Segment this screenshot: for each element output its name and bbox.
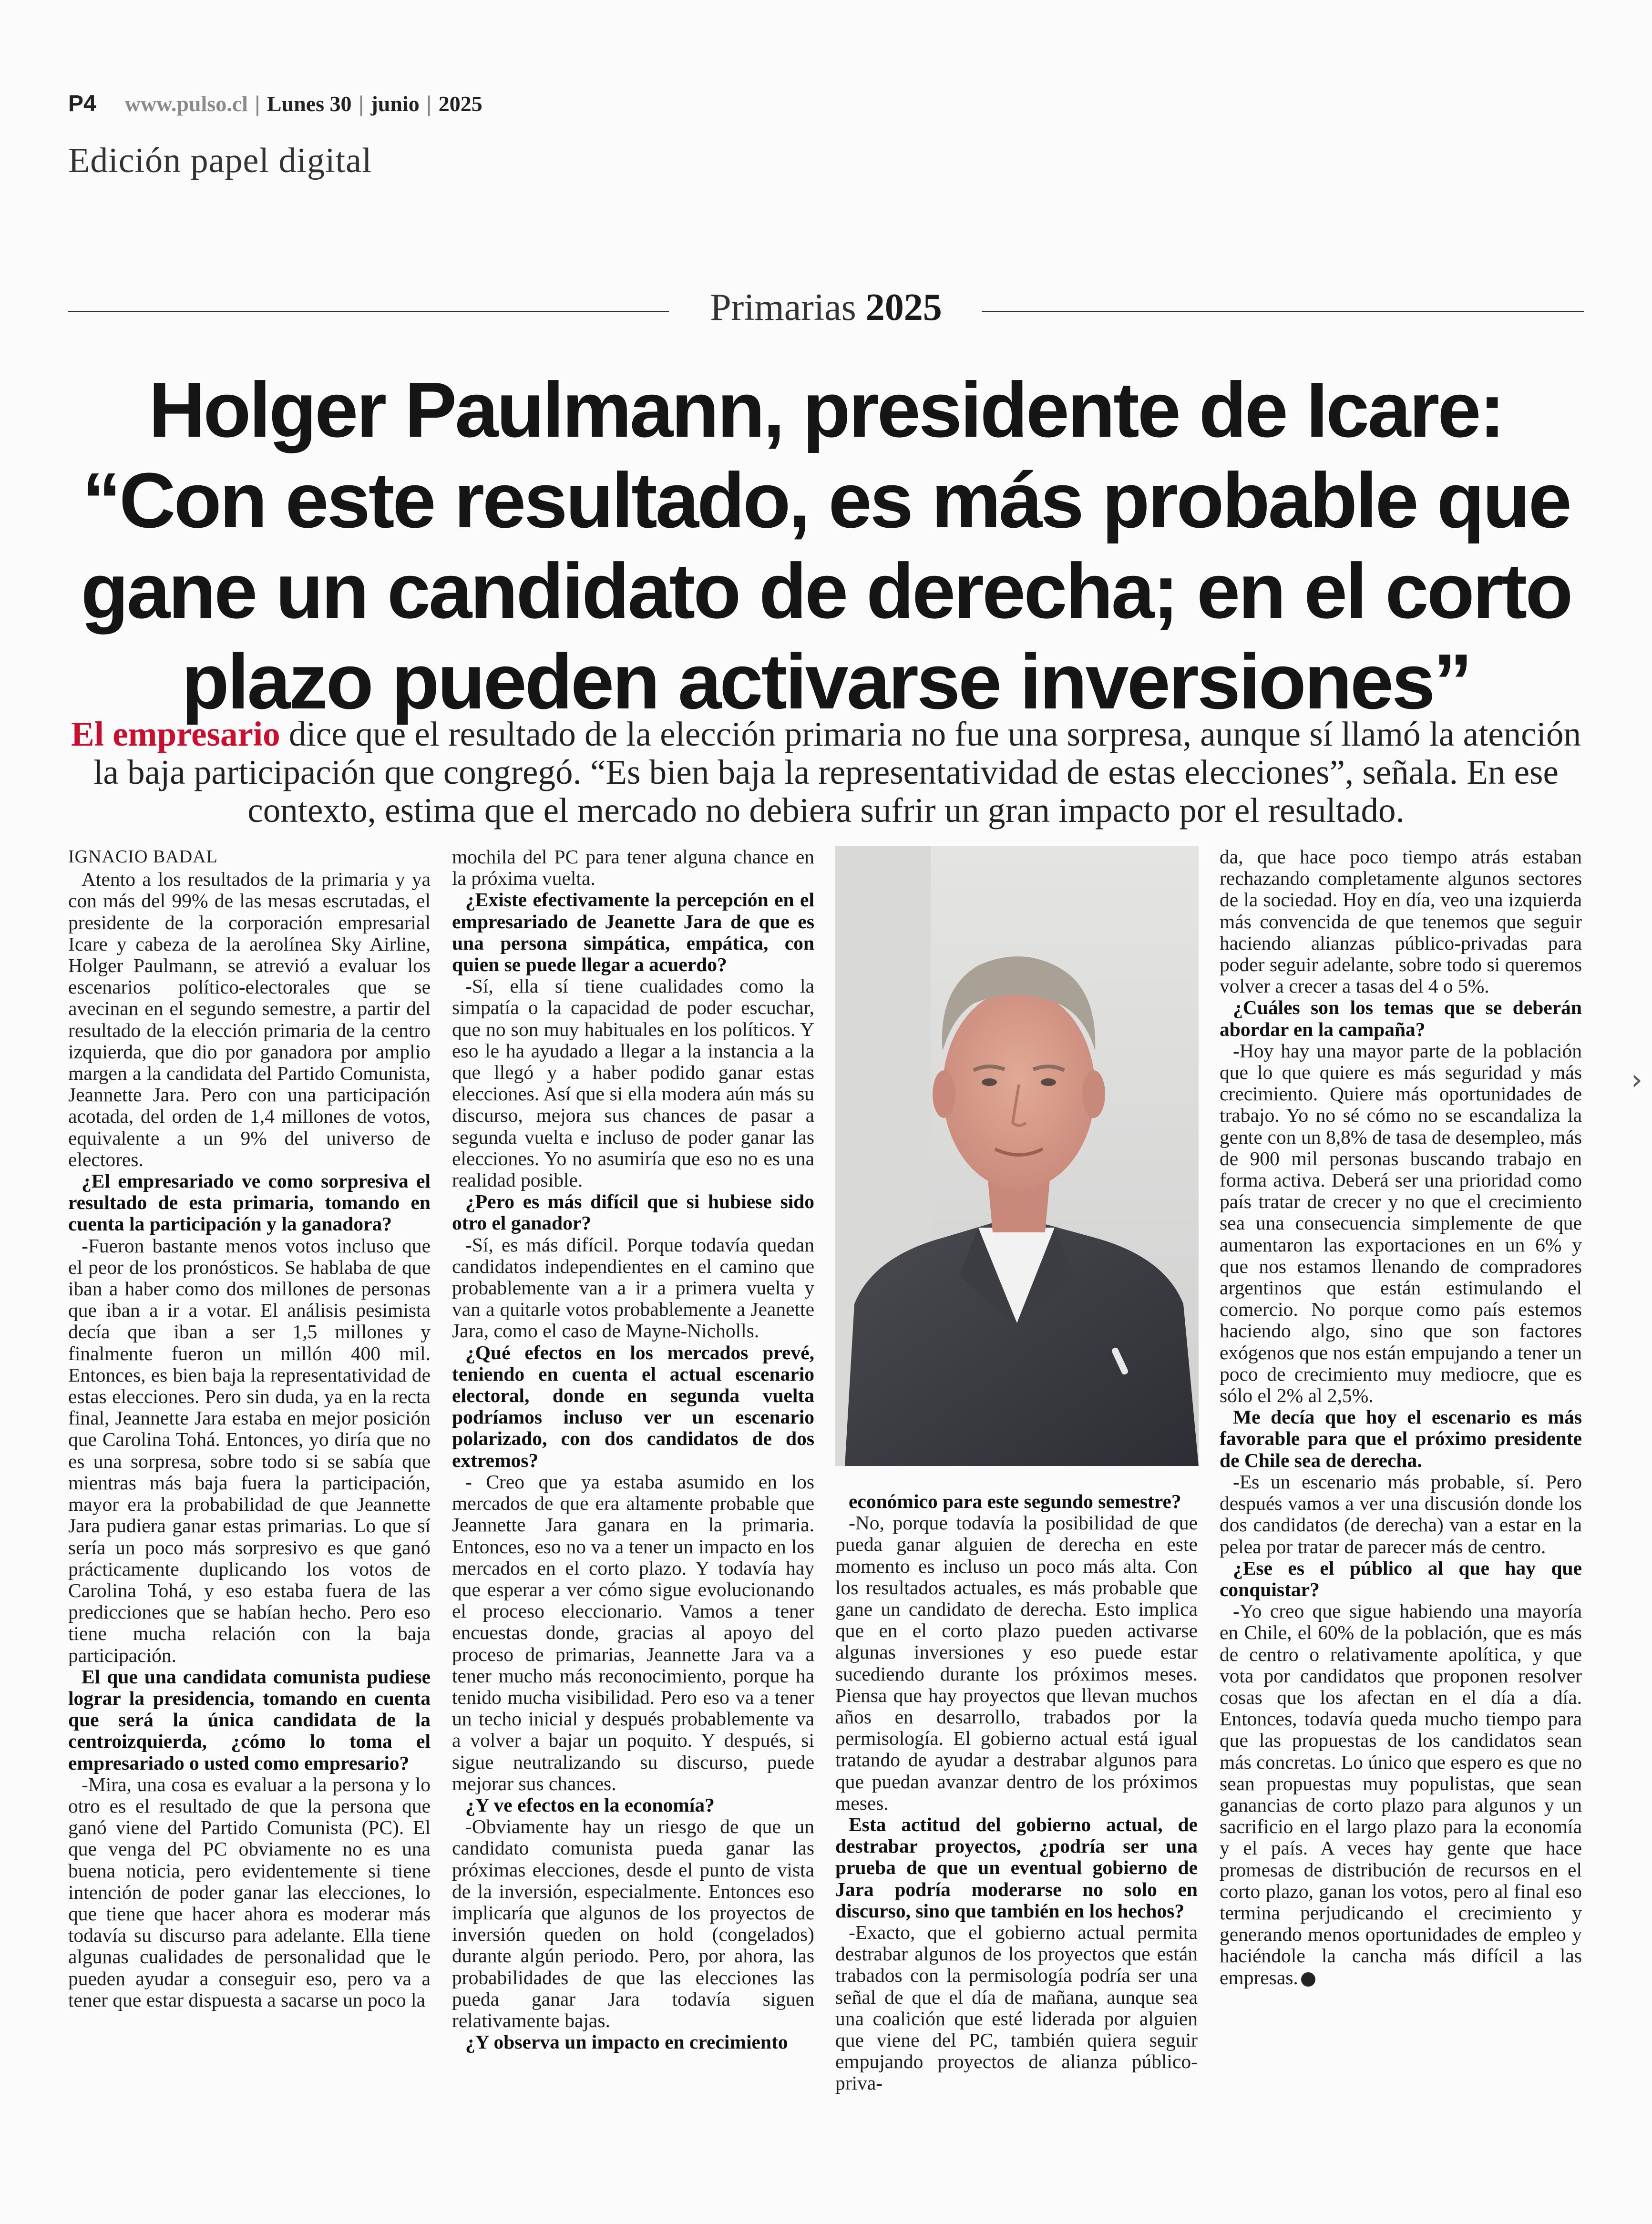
site-url[interactable]: www.pulso.cl <box>124 92 248 116</box>
article-column-2 <box>452 846 814 2053</box>
deck-text: dice que el resultado de la elección primaria no fue una sorpresa, aunque sí llamó la atención la baja participación que congregó. “Es bien baja la representatividad de estas elecciones”, señala. En ese contexto, estima que el mercado no debiera sufrir un gran impacto por el resultado. <box>93 715 1581 830</box>
section-name: Primarias <box>710 287 856 328</box>
interview-paragraph: -Es un escenario más probable, sí. Pero después vamos a ver una discusión donde los dos candidatos (de derecha) van a estar en la pelea por tratar de parecer más de centro. <box>1220 1470 1582 1558</box>
end-mark-icon <box>1301 1972 1315 1987</box>
page-number: P4 <box>68 91 96 116</box>
section-title <box>0 286 1652 329</box>
interview-question: ¿Y observa un impacto en crecimiento <box>465 2031 788 2053</box>
section-year: 2025 <box>865 287 942 328</box>
folio-day: Lunes 30 <box>267 92 352 116</box>
deck-kicker: El empresario <box>71 715 280 753</box>
folio-month: junio <box>370 92 420 116</box>
interview-question: Esta actitud del gobierno actual, de destrabar proyectos, ¿podría ser una prueba de que un eventual gobierno de Jara podría moderarse no solo en discurso, sino que también en los hechos? <box>835 1814 1198 1922</box>
interview-question: El que una candidata comunista pudiese lograr la presidencia, tomando en cuenta que será la única candidata de la centroizquierda, ¿cómo lo toma el empresariado o usted como empresario? <box>68 1665 431 1774</box>
portrait-illustration <box>835 846 1199 1466</box>
interview-paragraph: -No, porque todavía la posibilidad de que pueda ganar alguien de derecha en este momento es incluso un poco más alta. Con los resultados actuales, es más probable que gane un candidato de derecha. Esto implica que en el corto plazo pueden activarse algunas inversiones y eso puede estar sucediendo durante los próximos meses. Piensa que hay proyectos que llevan muchos años en desarrollo, trabados por la permisología. El gobierno actual está igual tratando de ayudar a destrabar algunos para que puedan avanzar dentro de los próximos meses. <box>835 1512 1198 1814</box>
separator: | <box>254 91 260 116</box>
interview-paragraph: -Obviamente hay un riesgo de que un candidato comunista pueda ganar las próximas elecciones, desde el punto de vista de la inversión, especialmente. Entonces eso implicaría que algunos de los proyectos de inversión queden on hold (congelados) durante algún periodo. Pero, por ahora, las probabilidades de que las elecciones las pueda ganar Jara todavía siguen relativamente bajas. <box>452 1815 814 2031</box>
deck <box>67 715 1585 830</box>
edition-label: Edición papel digital <box>68 141 372 180</box>
folio-year: 2025 <box>438 92 482 116</box>
folio <box>68 91 482 117</box>
interview-paragraph: - Creo que ya estaba asumido en los mercados de que era altamente probable que Jeannette Jara ganara en la primaria. Entonces, eso no va a tener un impacto en los mercados en el corto plazo. Y todavía hay que esperar a ver cómo sigue evolucionando el proceso eleccionario. Vamos a tener encuestas donde, gracias al apoyo del proceso de primarias, Jeannette Jara va a tener mucho más reconocimiento, porque ha tenido mucha visibilidad. Pero eso va a tener un techo inicial y después probablemente va a volver a bajar un poquito. Y después, si sigue neutralizando su discurso, puede mejorar sus chances. <box>452 1470 814 1794</box>
chevron-right-icon[interactable]: › <box>1631 1063 1642 1097</box>
interview-question: ¿Ese es el público al que hay que conquistar? <box>1220 1557 1582 1600</box>
separator: | <box>426 91 432 116</box>
byline: IGNACIO BADAL <box>68 847 218 867</box>
interview-question: ¿El empresariado ve como sorpresiva el resultado de esta primaria, tomando en cuenta la participación y la ganadora? <box>68 1170 431 1235</box>
article-column-1 <box>68 846 431 2011</box>
interview-paragraph: da, que hace poco tiempo atrás estaban rechazando completamente algunos sectores de la sociedad. Hoy en día, veo una izquierda más convencida de que tenemos que seguir haciendo alianzas público-privadas para poder seguir adelante, sobre todo si queremos volver a crecer a tasas del 4 o 5%. <box>1220 846 1582 997</box>
interview-paragraph: -Hoy hay una mayor parte de la población que lo que quiere es más seguridad y más crecimiento. Quiere más oportunidades de trabajo. Yo no sé cómo no se escandaliza la gente con un 8,8% de tasa de desempleo, más de 900 mil personas buscando trabajo en forma activa. Deberá ser una prioridad como país tratar de crecer y no que el crecimiento sea una consecuencia simplemente de que aumentaron las exportaciones en un 6% y que nos estamos llenando de compradores argentinos que están estimulando el comercio. No porque como país estemos haciendo algo, sino que son factores exógenos que nos están empujando a tener un poco de crecimiento muy mediocre, que es sólo el 2% al 2,5%. <box>1220 1039 1582 1407</box>
interview-question: ¿Pero es más difícil que si hubiese sido otro el ganador? <box>452 1190 814 1234</box>
interview-paragraph: -Sí, es más difícil. Porque todavía quedan candidatos independientes en el camino que probablemente van a ir a primera vuelta y van a quitarle votos probablemente a Jeanette Jara, como el caso de Mayne-Nicholls. <box>452 1233 814 1342</box>
headline: Holger Paulmann, presidente de Icare: “Con este resultado, es más probable que gane un candidato de derecha; en el corto plazo pueden activarse inversiones” <box>81 366 1571 725</box>
interview-question: ¿Cuáles son los temas que se deberán abordar en la campaña? <box>1220 996 1582 1040</box>
interview-question: económico para este segundo semestre? <box>849 1490 1181 1512</box>
interview-paragraph: Atento a los resultados de la primaria y ya con más del 99% de las mesas escrutadas, el presidente de la corporación empresarial Icare y cabeza de la aerolínea Sky Airline, Holger Paulmann, se atrevió a evaluar los escenarios político-electorales que se avecinan en el segundo semestre, a partir del resultado de la elección primaria de la centro izquierda, que dio por ganadora por amplio margen a la candidata del Partido Comunista, Jeannette Jara. Pero con una participación acotada, del orden de 1,4 millones de votos, equivalente a un 9% del universo de electores. <box>68 868 431 1170</box>
interview-paragraph: -Sí, ella sí tiene cualidades como la simpatía o la capacidad de poder escuchar, que no son muy habituales en los políticos. Y eso le ha ayudado a llegar a la instancia a la que llegó y a haber podido ganar estas elecciones. Así que si ella modera aún más su discurso, mejora sus chances de pasar a segunda vuelta e incluso de poder ganar las elecciones. Yo no asumiría que eso no es una realidad posible. <box>452 975 814 1191</box>
separator: | <box>358 91 364 116</box>
interview-paragraph: -Yo creo que sigue habiendo una mayoría en Chile, el 60% de la población, que es más de centro o relativamente apolítica, y que vota por candidatos que proponen resolver cosas que los afectan en el día a día. Entonces, todavía queda mucho tiempo para que las propuestas de los candidatos sean más concretas. Lo único que espero es que no sean propuestas muy populistas, que sean ganancias de corto plazo para algunos y un sacrificio en el largo plazo para la economía y el país. A veces hay gente que hace promesas de distribución de recursos en el corto plazo, ganan los votos, pero al final eso termina perjudicando el crecimiento y generando menos oportunidades de empleo y haciéndole la cancha más difícil a las empresas. <box>1220 1600 1582 1988</box>
interview-paragraph: -Mira, una cosa es evaluar a la persona y lo otro es el resultado de que la persona que ganó viene del Partido Comunista (PC). El que venga del PC obviamente no es una buena noticia, pero evidentemente si tiene intención de poder ganar las elecciones, lo que tiene que hacer ahora es moderar más todavía su discurso para adelante. Ella tiene algunas cualidades de personalidad que le pueden ayudar a conseguir eso, pero va a tener que estar dispuesta a sacarse un poco la <box>68 1773 431 2011</box>
interview-question: Me decía que hoy el escenario es más favorable para que el próximo presidente de Chile sea de derecha. <box>1220 1406 1582 1471</box>
interview-paragraph: mochila del PC para tener alguna chance en la próxima vuelta. <box>452 846 814 890</box>
portrait-photo <box>835 846 1199 1466</box>
article-column-3 <box>835 1491 1198 2094</box>
article-column-4 <box>1220 846 1582 1988</box>
interview-question: ¿Y ve efectos en la economía? <box>465 1794 715 1816</box>
interview-question: ¿Existe efectivamente la percepción en el empresariado de Jeanette Jara de que es una persona simpática, empática, con quien se puede llegar a acuerdo? <box>452 889 814 976</box>
interview-question: ¿Qué efectos en los mercados prevé, teniendo en cuenta el actual escenario electoral, donde en segunda vuelta podríamos incluso ver un escenario polarizado, con dos candidatos de dos extremos? <box>452 1341 814 1471</box>
interview-paragraph: -Exacto, que el gobierno actual permita destrabar algunos de los proyectos que están trabados con la permisología podría ser una señal de que el día de mañana, aunque sea una coalición que esté liderada por alguien que viene del PC, también quiera seguir empujando proyectos de alianza público-priva- <box>835 1921 1198 2094</box>
interview-paragraph: -Fueron bastante menos votos incluso que el peor de los pronósticos. Se hablaba de que iban a haber como dos millones de personas que iban a ir a votar. El análisis pesimista decía que iban a ser 1,5 millones y finalmente fueron un millón 400 mil. Entonces, es bien baja la representatividad de estas elecciones. Pero sin duda, ya en la recta final, Jeannette Jara estaba en mejor posición que Carolina Tohá. Entonces, yo diría que no es una sorpresa, sobre todo si se sabía que mientras más baja fuera la participación, mayor era la probabilidad de que Jeannette Jara pudiera ganar estas primarias. Lo que sí sería un poco más sorpresivo es que ganó prácticamente duplicando los votos de Carolina Tohá, y eso estaba fuera de las predicciones que se habían hecho. Pero eso tiene mucha relación con la baja participación. <box>68 1234 431 1666</box>
